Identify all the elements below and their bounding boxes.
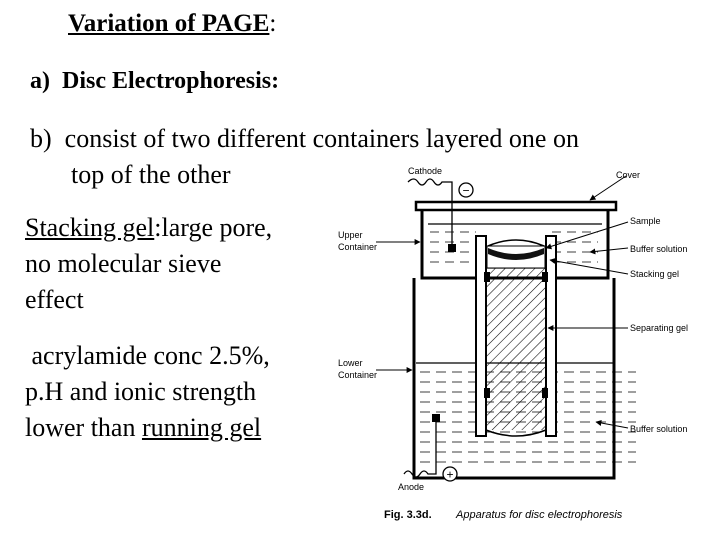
label-cover: Cover [616,170,641,180]
stacking-line-2: no molecular sieve [25,249,222,278]
item-a-marker: a) [30,68,50,94]
stacking-gel-paragraph [25,210,272,318]
label-cathode: Cathode [408,166,443,176]
acryl-line-3-prefix: lower than [25,413,142,442]
item-b-line2: top of the other [71,160,231,189]
list-item-b [30,124,579,154]
acryl-line-1-text: acrylamide conc 2.5%, [31,341,270,370]
label-buffer-bottom: Buffer solution [630,424,688,434]
label-separating-gel: Separating gel [630,323,689,333]
caption-number: Fig. 3.3d. [384,509,432,521]
label-lower-1: Lower [338,358,363,368]
acrylamide-paragraph [25,338,270,446]
caption-text: Apparatus for disc electrophoresis [456,509,623,521]
label-upper-1: Upper [338,230,363,240]
label-stacking-gel: Stacking gel [630,269,680,279]
stacking-rest: :large pore, [154,213,273,242]
list-item-a [30,68,279,95]
plus-symbol: + [446,467,454,482]
label-anode: Anode [398,482,425,492]
item-b-marker: b) [30,124,52,153]
electrophoresis-apparatus-figure [336,160,700,524]
label-upper-2: Container [338,242,378,252]
stacking-gel-term: Stacking gel [25,213,155,242]
acryl-line-1 [25,338,270,374]
item-b-line1: consist of two different containers layered one on [64,124,579,153]
item-a-text: Disc Electrophoresis: [62,68,280,94]
cover [416,202,616,210]
slide-title [68,10,276,38]
label-buffer-top: Buffer solution [630,244,688,254]
slide-title-colon: : [269,10,277,37]
acryl-line-3 [25,410,270,446]
stacking-line-3: effect [25,285,84,314]
label-sample: Sample [630,216,661,226]
stacking-line-1 [25,210,272,246]
minus-symbol: − [462,183,470,198]
running-gel-term: running gel [141,413,262,442]
acryl-line-2: p.H and ionic strength [25,377,257,406]
slide-title-text: Variation of PAGE [68,10,270,37]
label-lower-2: Container [338,370,378,380]
